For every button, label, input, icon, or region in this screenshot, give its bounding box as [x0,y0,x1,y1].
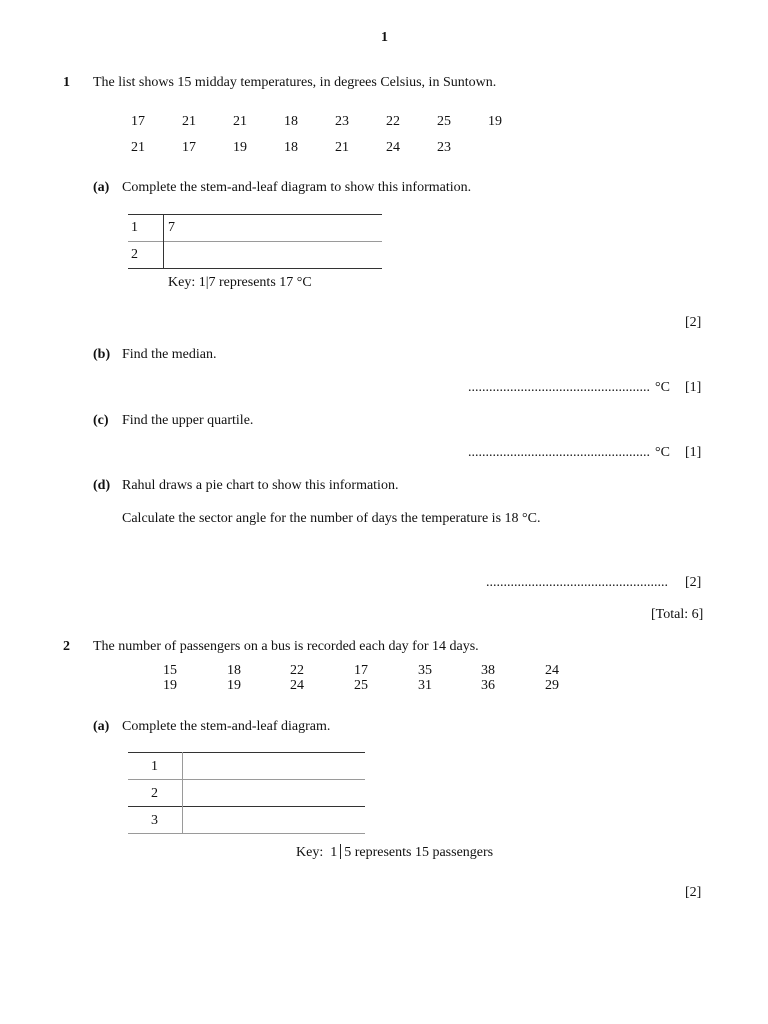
diagram-top-rule [128,214,382,215]
q1-total: [Total: 6] [651,607,704,622]
q1-value: 24 [386,140,400,155]
q1b-text: Find the median. [122,347,217,362]
diagram-row-rule [128,779,365,780]
q2-number: 2 [63,639,70,654]
leaf-values[interactable]: 7 [168,220,175,235]
diagram-divider [163,214,164,268]
q1-value: 19 [488,114,502,129]
q1-value: 21 [131,140,145,155]
q1-value: 21 [182,114,196,129]
page-number: 1 [381,30,388,45]
diagram-row-rule [128,806,365,807]
q1c-label: (c) [93,413,109,428]
q2a-key [296,844,493,860]
q1-value: 18 [284,114,298,129]
q1-value: 23 [335,114,349,129]
q1d-text: Rahul draws a pie chart to show this information. [122,478,399,493]
q1b-marks: [1] [685,380,702,395]
q1a-text: Complete the stem-and-leaf diagram to show this information. [122,180,472,195]
q1d-answer-line[interactable]: .................................................... [486,575,668,590]
q1d-label: (d) [93,478,111,493]
q1-value: 23 [437,140,451,155]
q1-number: 1 [63,75,70,90]
q1-stem: The list shows 15 midday temperatures, in degrees Celsius, in Suntown. [93,75,497,90]
leaf-values[interactable] [168,248,368,262]
q1d-text2: Calculate the sector angle for the number of days the temperature is 18 °C. [122,511,541,526]
q2-value: 36 [481,678,495,693]
q1-value: 19 [233,140,247,155]
stem-value: 2 [131,247,138,262]
q1-value: 18 [284,140,298,155]
q2-value: 24 [290,678,304,693]
q2-value: 35 [418,663,432,678]
q2-value: 31 [418,678,432,693]
q2-value: 24 [545,663,559,678]
q2-stem: The number of passengers on a bus is recorded each day for 14 days. [93,639,479,654]
key-stem: 1 [330,845,338,860]
leaf-values[interactable] [188,782,358,804]
q1a-key: Key: 1|7 represents 17 °C [168,275,312,290]
q1-value: 17 [131,114,145,129]
q2a-text: Complete the stem-and-leaf diagram. [122,719,331,734]
q1c-marks: [1] [685,445,702,460]
q2a-label: (a) [93,719,110,734]
diagram-bottom-rule [128,833,365,834]
stem-value: 3 [151,813,158,828]
stem-value: 1 [151,759,158,774]
diagram-bottom-rule [128,268,382,269]
key-text: 5 represents 15 passengers [344,845,494,860]
diagram-top-rule [128,752,365,753]
q1b-unit: °C [655,380,670,395]
q1a-marks: [2] [685,315,702,330]
q2-value: 25 [354,678,368,693]
key-prefix: Key: [296,845,324,860]
q1d-marks: [2] [685,575,702,590]
q1-value: 22 [386,114,400,129]
q1-value: 21 [233,114,247,129]
q2-value: 15 [163,663,177,678]
diagram-row-rule [128,241,382,242]
q2a-marks: [2] [685,885,702,900]
q1-value: 21 [335,140,349,155]
q2-value: 19 [227,678,241,693]
q1a-label: (a) [93,180,110,195]
stem-value: 2 [151,786,158,801]
q1-value: 17 [182,140,196,155]
q2-value: 19 [163,678,177,693]
q1b-label: (b) [93,347,111,362]
q1c-text: Find the upper quartile. [122,413,254,428]
stem-value: 1 [131,220,138,235]
diagram-divider [182,752,183,833]
q2-value: 22 [290,663,304,678]
leaf-values[interactable] [188,755,358,777]
leaf-values[interactable] [188,809,358,831]
q1-value: 25 [437,114,451,129]
key-divider [340,844,341,859]
q1b-answer-line[interactable]: .................................................... [468,380,650,395]
q2-value: 18 [227,663,241,678]
q2-value: 38 [481,663,495,678]
q1c-unit: °C [655,445,670,460]
q1c-answer-line[interactable]: .................................................... [468,445,650,460]
q2-value: 17 [354,663,368,678]
q2-value: 29 [545,678,559,693]
